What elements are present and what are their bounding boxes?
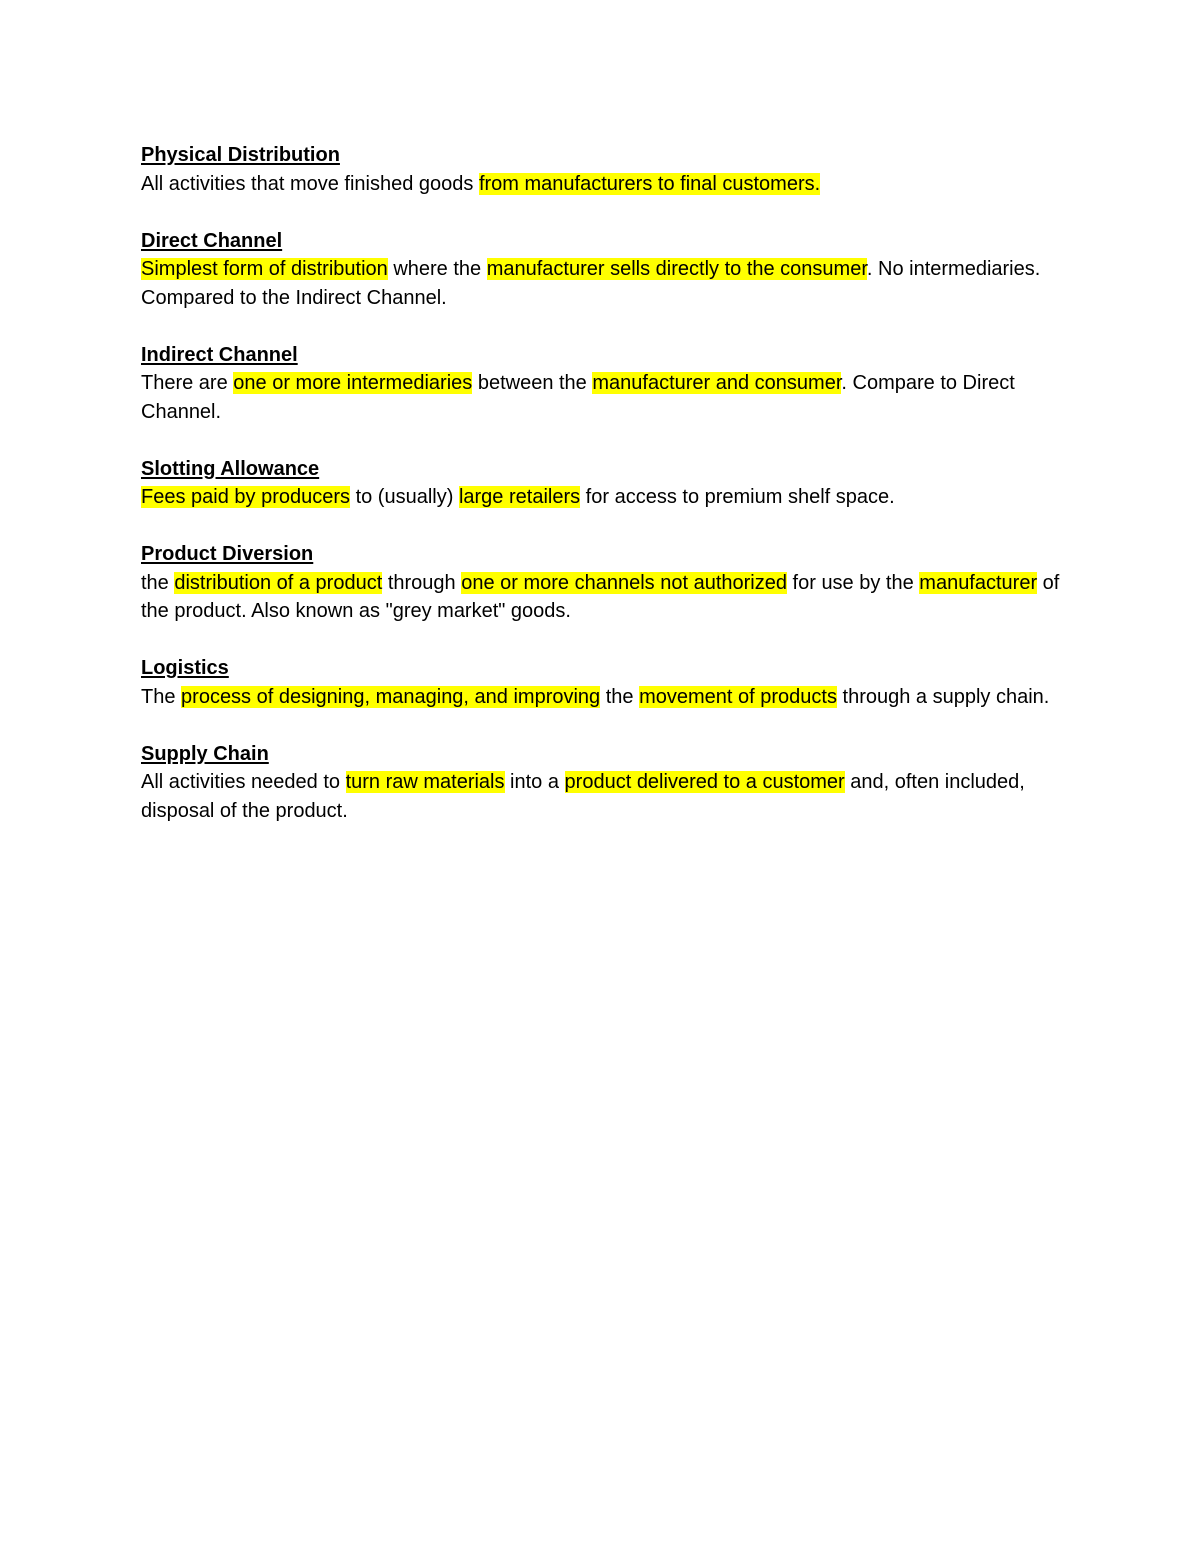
definition-text: and, often included, disposal of the product. bbox=[141, 771, 1025, 822]
term-heading: Direct Channel bbox=[141, 229, 283, 252]
highlighted-text: large retailers bbox=[458, 486, 581, 508]
highlighted-text: manufacturer bbox=[919, 571, 1038, 594]
definition-text: through a supply chain. bbox=[836, 685, 1050, 708]
glossary-entry-product-diversion bbox=[141, 540, 1071, 626]
term-definition bbox=[141, 255, 1071, 312]
definition-text: All activities that move finished goods bbox=[141, 172, 479, 195]
highlighted-text: Simplest form of distribution bbox=[141, 258, 388, 280]
highlighted-text: manufacturer and consumer bbox=[592, 372, 842, 394]
highlighted-text: movement of products bbox=[639, 685, 837, 708]
definition-text: There are bbox=[141, 372, 234, 394]
term-definition bbox=[141, 768, 1071, 825]
highlighted-text: Fees paid by producers bbox=[141, 486, 351, 508]
term-definition bbox=[141, 483, 1071, 512]
definition-text: The bbox=[141, 685, 182, 708]
definition-text: the bbox=[600, 685, 640, 708]
term-definition bbox=[141, 683, 1071, 712]
glossary-entry-slotting-allowance bbox=[141, 455, 1071, 512]
definition-text: . Compare to Direct Channel. bbox=[141, 372, 1015, 423]
glossary-entry-physical-distribution bbox=[141, 141, 1071, 198]
definition-text: between the bbox=[472, 372, 593, 394]
definition-text: All activities needed to bbox=[141, 771, 346, 793]
document-page bbox=[141, 141, 1071, 854]
term-heading: Indirect Channel bbox=[141, 343, 298, 366]
term-heading: Supply Chain bbox=[141, 742, 269, 765]
highlighted-text: from manufacturers to final customers. bbox=[478, 172, 821, 195]
highlighted-text: manufacturer sells directly to the consumer bbox=[486, 258, 867, 280]
definition-text: of the product. Also known as "grey market" goods. bbox=[141, 571, 1060, 622]
highlighted-text: one or more intermediaries bbox=[233, 372, 473, 394]
glossary-entry-logistics bbox=[141, 654, 1071, 711]
definition-text: . No intermediaries. Compared to the Indirect Channel. bbox=[141, 258, 1041, 309]
glossary-entry-supply-chain bbox=[141, 740, 1071, 826]
definition-text: to (usually) bbox=[350, 486, 459, 508]
term-definition bbox=[141, 569, 1071, 626]
highlighted-text: one or more channels not authorized bbox=[461, 571, 787, 594]
term-definition bbox=[141, 369, 1071, 426]
term-heading: Logistics bbox=[141, 657, 229, 679]
glossary-entry-indirect-channel bbox=[141, 341, 1071, 427]
definition-text: the bbox=[141, 571, 175, 594]
definition-text: for access to premium shelf space. bbox=[580, 486, 895, 508]
highlighted-text: turn raw materials bbox=[345, 771, 505, 793]
glossary-entry-direct-channel bbox=[141, 227, 1071, 313]
definition-text: through bbox=[382, 571, 462, 594]
term-definition bbox=[141, 170, 1071, 199]
highlighted-text: product delivered to a customer bbox=[564, 771, 845, 793]
term-heading: Physical Distribution bbox=[141, 144, 340, 166]
definition-text: for use by the bbox=[786, 571, 920, 594]
definition-text: into a bbox=[504, 771, 565, 793]
term-heading: Slotting Allowance bbox=[141, 457, 320, 480]
definition-text: where the bbox=[387, 258, 487, 280]
highlighted-text: distribution of a product bbox=[174, 571, 383, 594]
highlighted-text: process of designing, managing, and improving bbox=[181, 685, 601, 708]
term-heading: Product Diversion bbox=[141, 543, 314, 565]
